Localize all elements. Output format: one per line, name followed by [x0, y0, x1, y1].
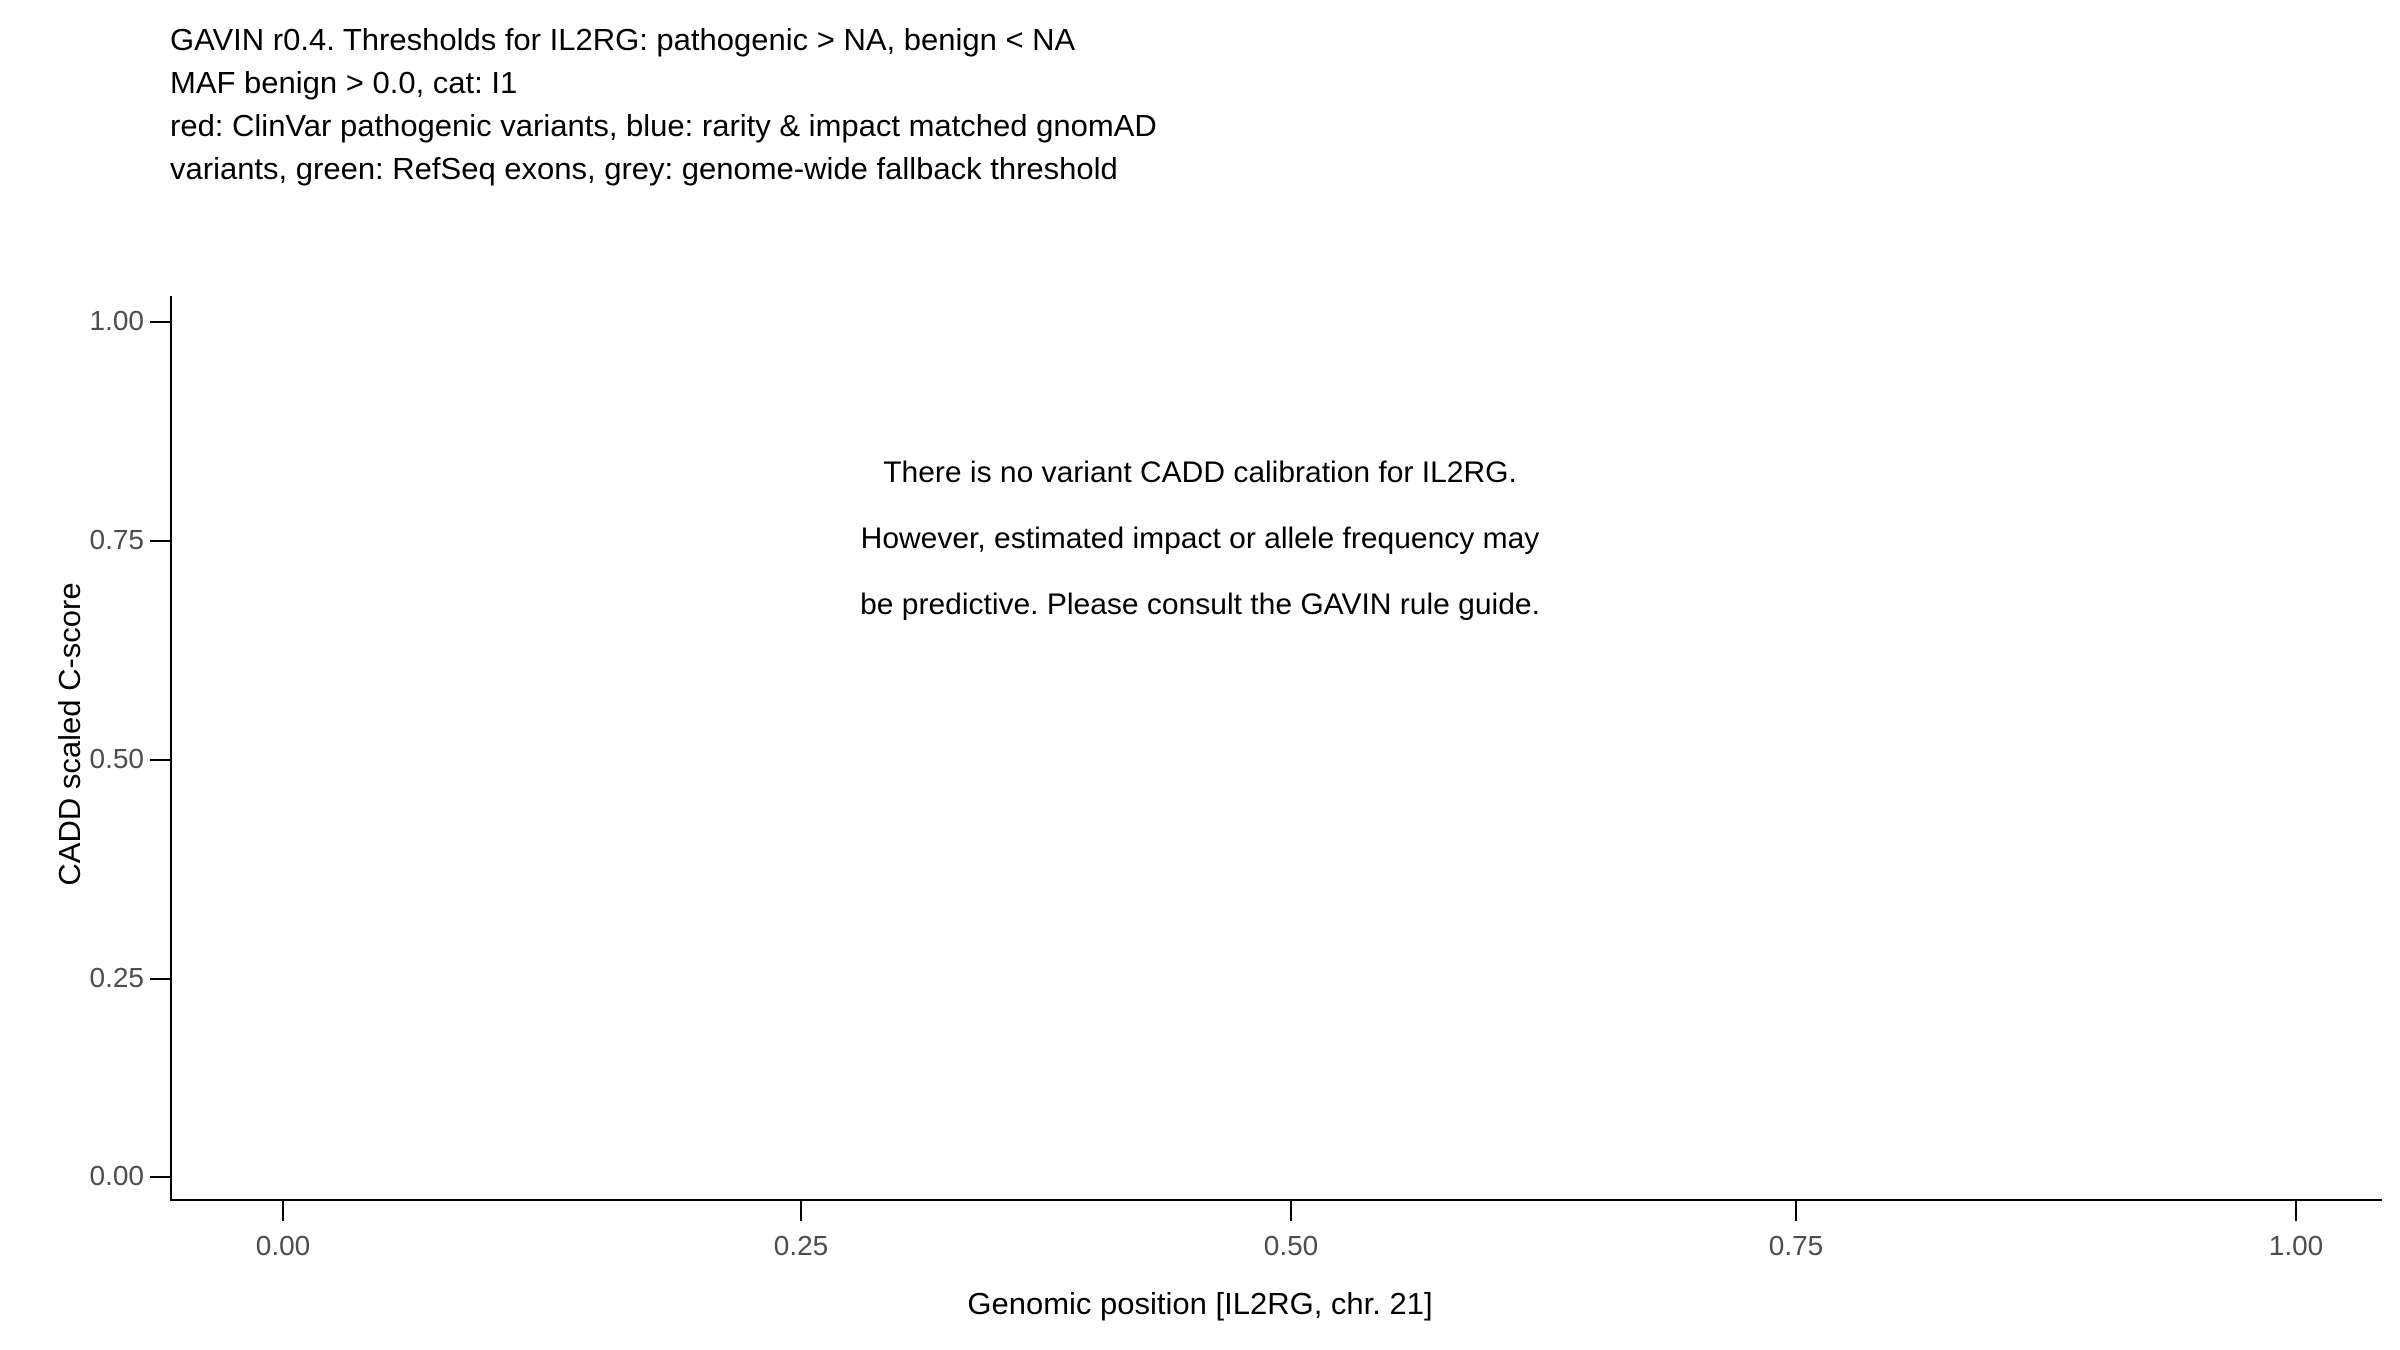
annotation-line-3: be predictive. Please consult the GAVIN rule guide. [860, 588, 1540, 621]
annotation-line-1: There is no variant CADD calibration for IL2RG. [883, 456, 1517, 489]
plot-panel [172, 296, 2380, 1196]
x-tick-label-075: 0.75 [1768, 1230, 1824, 1261]
y-tick-label-075: 0.75 [89, 524, 144, 555]
y-axis-title: CADD scaled C-score [52, 582, 87, 886]
y-axis-line [170, 296, 172, 1200]
chart-title [170, 18, 2270, 190]
title-line-3: red: ClinVar pathogenic variants, blue: rarity & impact matched gnomAD [170, 108, 1157, 143]
annotation-line-2: However, estimated impact or allele frequency may [860, 522, 1540, 555]
y-tick-label-100: 1.00 [89, 305, 144, 336]
x-tick-mark-025 [800, 1201, 802, 1221]
x-tick-mark-075 [1795, 1201, 1797, 1221]
x-tick-label-025: 0.25 [773, 1230, 829, 1261]
x-axis-line [170, 1199, 2382, 1201]
x-tick-label-000: 0.00 [255, 1230, 311, 1261]
plot-annotation [0, 440, 2400, 638]
y-tick-label-050: 0.50 [89, 743, 144, 774]
x-tick-label-050: 0.50 [1263, 1230, 1319, 1261]
y-tick-mark-025 [150, 978, 170, 980]
x-tick-mark-100 [2295, 1201, 2297, 1221]
title-line-4: variants, green: RefSeq exons, grey: genome-wide fallback threshold [170, 151, 1118, 186]
x-tick-mark-000 [282, 1201, 284, 1221]
y-tick-mark-000 [150, 1176, 170, 1178]
x-tick-label-100: 1.00 [2268, 1230, 2324, 1261]
y-tick-label-025: 0.25 [89, 962, 144, 993]
title-line-1: GAVIN r0.4. Thresholds for IL2RG: pathogenic > NA, benign < NA [170, 22, 1076, 57]
title-line-2: MAF benign > 0.0, cat: I1 [170, 65, 518, 100]
y-tick-label-000: 0.00 [89, 1160, 144, 1191]
x-tick-mark-050 [1290, 1201, 1292, 1221]
x-axis-title: Genomic position [IL2RG, chr. 21] [967, 1286, 1433, 1321]
y-tick-mark-050 [150, 759, 170, 761]
y-tick-mark-100 [150, 321, 170, 323]
